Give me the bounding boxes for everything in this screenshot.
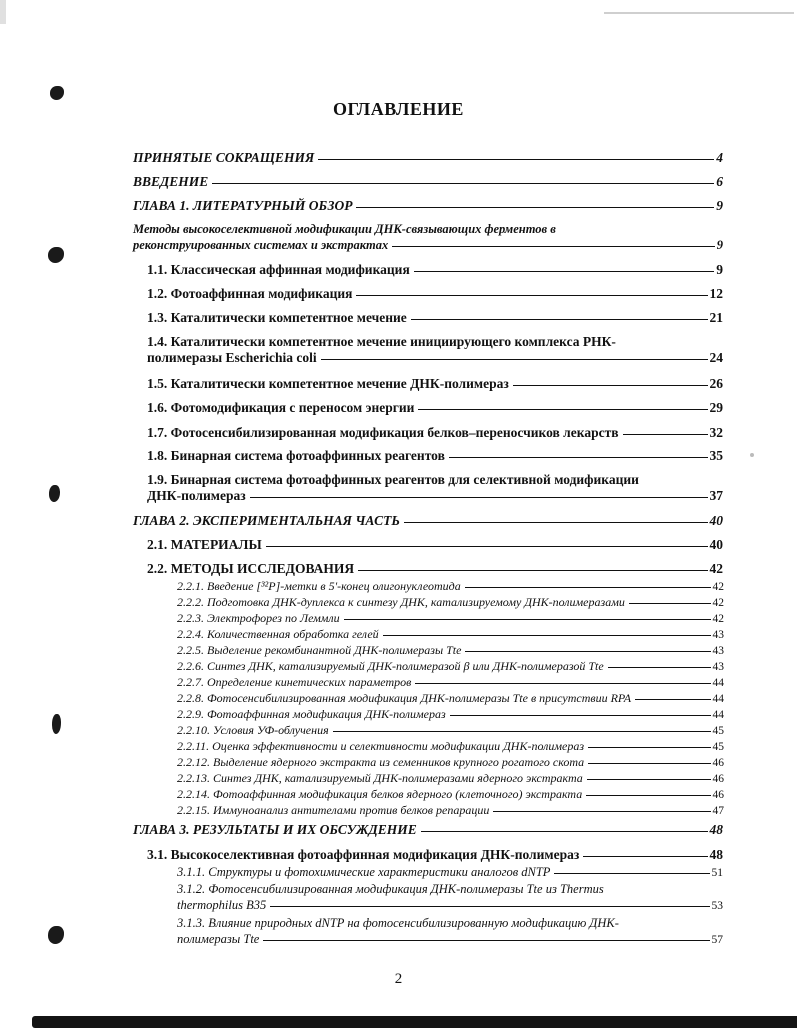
toc-entry-page: 9 <box>716 238 723 252</box>
toc-leader <box>356 295 707 296</box>
toc-entry-page: 32 <box>709 425 723 440</box>
toc-leader <box>404 522 708 523</box>
toc-leader <box>212 183 714 184</box>
toc-entry-page: 26 <box>709 376 723 391</box>
toc-entry-text: 2.1. МАТЕРИАЛЫ <box>147 537 262 552</box>
toc-entry-page: 35 <box>709 448 723 463</box>
toc-entry[interactable] <box>147 472 723 504</box>
toc-entry-page: 43 <box>712 645 724 657</box>
toc-leader <box>465 651 710 652</box>
toc-entry[interactable] <box>177 627 724 642</box>
toc-leader <box>411 319 708 320</box>
toc-entry-page: 43 <box>712 629 724 641</box>
toc-leader <box>383 635 711 636</box>
toc-leader <box>635 699 710 700</box>
toc-entry-text: 1.6. Фотомодификация с переносом энергии <box>147 400 415 415</box>
toc-entry-text: 2.2. МЕТОДЫ ИССЛЕДОВАНИЯ <box>147 561 355 576</box>
toc-entry[interactable] <box>147 334 723 366</box>
toc-leader <box>586 795 710 796</box>
binding-hole-mark <box>49 485 60 502</box>
toc-entry-text: 2.2.11. Оценка эффективности и селективности модификации ДНК-полимераз <box>177 739 585 753</box>
toc-entry-text: 2.2.7. Определение кинетических параметров <box>177 675 412 689</box>
toc-entry-text: 1.8. Бинарная система фотоаффинных реагентов <box>147 448 445 463</box>
toc-entry-text: 3.1. Высокоселективная фотоаффинная модификация ДНК-полимераз <box>147 847 580 862</box>
toc-entry-text: 2.2.13. Синтез ДНК, катализируемый ДНК-полимеразами ядерного экстракта <box>177 771 583 785</box>
toc-leader <box>629 603 711 604</box>
toc-leader <box>583 856 707 857</box>
toc-entry-text: 2.2.1. Введение [³²P]-метки в 5'-конец олигонуклеотида <box>177 579 461 593</box>
toc-leader <box>250 497 708 498</box>
toc-leader <box>414 271 715 272</box>
toc-entry-page: 51 <box>711 867 723 879</box>
toc-entry[interactable] <box>177 881 723 914</box>
toc-entry-text: 2.2.12. Выделение ядерного экстракта из семенников крупного рогатого скота <box>177 755 585 769</box>
toc-entry-page: 45 <box>712 725 724 737</box>
toc-leader <box>623 434 708 435</box>
toc-entry-text: полимеразы Tte <box>177 932 260 946</box>
toc-entry[interactable] <box>147 262 723 278</box>
toc-leader <box>588 763 710 764</box>
toc-leader <box>554 873 709 874</box>
toc-entry-text: 2.2.10. Условия УФ-облучения <box>177 723 329 737</box>
toc-entry[interactable] <box>147 448 723 464</box>
toc-entry[interactable] <box>177 595 724 610</box>
toc-entry-text: 2.2.6. Синтез ДНК, катализируемый ДНК-полимеразой β или ДНК-полимеразой Tte <box>177 659 604 673</box>
toc-leader <box>356 207 714 208</box>
toc-leader <box>588 747 710 748</box>
toc-entry-page: 57 <box>711 934 723 946</box>
toc-leader <box>513 385 708 386</box>
toc-entry-text: thermophilus B35 <box>177 898 267 912</box>
toc-entry-page: 44 <box>712 677 724 689</box>
toc-entry-page: 37 <box>709 488 723 503</box>
toc-entry[interactable] <box>133 174 723 190</box>
toc-entry[interactable] <box>147 537 723 553</box>
toc-entry-text: 2.2.2. Подготовка ДНК-дуплекса к синтезу ДНК, катализируемому ДНК-полимеразами <box>177 595 625 609</box>
toc-entry-page: 42 <box>712 597 724 609</box>
scan-bottom-edge <box>32 1016 797 1028</box>
toc-entry[interactable] <box>177 691 724 706</box>
toc-entry-page: 6 <box>716 174 723 189</box>
toc-leader <box>266 546 708 547</box>
toc-entry-text: 2.2.14. Фотоаффинная модификация белков ядерного (клеточного) экстракта <box>177 787 583 801</box>
toc-entry[interactable] <box>147 847 723 863</box>
toc-entry-page: 44 <box>712 693 724 705</box>
toc-entry-text: реконструированных системах и экстрактах <box>133 238 389 252</box>
toc-entry[interactable] <box>147 286 723 302</box>
toc-entry-text: 2.2.3. Электрофорез по Леммли <box>177 611 340 625</box>
toc-leader <box>333 731 711 732</box>
toc-entry[interactable] <box>177 723 724 738</box>
toc-entry-text: 2.2.4. Количественная обработка гелей <box>177 627 379 641</box>
toc-entry-page: 47 <box>712 805 724 817</box>
toc-entry[interactable] <box>177 864 723 881</box>
toc-entry-text: полимеразы Escherichia coli <box>147 350 317 365</box>
toc-entry[interactable] <box>177 707 724 722</box>
toc-entry-page: 42 <box>712 581 724 593</box>
toc-entry-text-line1: 1.4. Каталитически компетентное мечение инициирующего комплекса РНК- <box>147 334 616 349</box>
toc-entry-text: 1.1. Классическая аффинная модификация <box>147 262 410 277</box>
toc-entry[interactable] <box>177 915 723 948</box>
toc-entry-page: 46 <box>712 789 724 801</box>
toc-entry-text: 2.2.9. Фотоаффинная модификация ДНК-полимераз <box>177 707 446 721</box>
toc-entry-text-line1: 3.1.2. Фотосенсибилизированная модификация ДНК-полимеразы Tte из Thermus <box>177 882 604 896</box>
toc-entry-page: 48 <box>709 847 723 862</box>
toc-entry-page: 9 <box>716 262 723 277</box>
toc-entry-text-line1: 3.1.3. Влияние природных dNTP на фотосенсибилизированную модификацию ДНК- <box>177 916 619 930</box>
toc-leader <box>418 409 707 410</box>
toc-entry-page: 4 <box>716 150 723 165</box>
toc-entry-text: ГЛАВА 3. РЕЗУЛЬТАТЫ И ИХ ОБСУЖДЕНИЕ <box>133 822 417 837</box>
toc-entry-page: 42 <box>712 613 724 625</box>
toc-entry-text: 1.2. Фотоаффинная модификация <box>147 286 353 301</box>
toc-entry[interactable] <box>133 198 723 214</box>
toc-entry-page: 40 <box>709 513 723 528</box>
toc-entry[interactable] <box>147 561 723 577</box>
toc-entry[interactable] <box>177 643 724 658</box>
toc-entry-text: ГЛАВА 2. ЭКСПЕРИМЕНТАЛЬНАЯ ЧАСТЬ <box>133 513 400 528</box>
toc-entry-text: 2.2.15. Иммуноанализ антителами против белков репарации <box>177 803 490 817</box>
scan-edge-mark <box>0 0 6 24</box>
toc-leader <box>493 811 710 812</box>
binding-hole-mark <box>48 247 64 263</box>
toc-leader <box>415 683 710 684</box>
toc-entry[interactable] <box>147 400 723 416</box>
toc-leader <box>392 246 715 247</box>
toc-leader <box>465 587 711 588</box>
toc-entry-text: 1.5. Каталитически компетентное мечение ДНК-полимераз <box>147 376 509 391</box>
toc-entry-text: 2.2.5. Выделение рекомбинантной ДНК-полимеразы Tte <box>177 643 462 657</box>
toc-entry-page: 21 <box>709 310 723 325</box>
toc-entry-page: 24 <box>709 350 723 365</box>
toc-entry-page: 45 <box>712 741 724 753</box>
toc-entry-page: 44 <box>712 709 724 721</box>
toc-entry[interactable] <box>147 310 723 326</box>
toc-entry-page: 46 <box>712 757 724 769</box>
toc-entry[interactable] <box>133 513 723 529</box>
toc-leader <box>270 906 709 907</box>
toc-entry-page: 29 <box>709 400 723 415</box>
toc-entry[interactable] <box>177 739 724 754</box>
toc-entry[interactable] <box>177 787 724 802</box>
toc-leader <box>344 619 711 620</box>
toc-entry-page: 46 <box>712 773 724 785</box>
toc-entry[interactable] <box>147 425 723 441</box>
toc-entry[interactable] <box>133 150 723 166</box>
toc-entry[interactable] <box>177 771 724 786</box>
toc-entry-text-line1: 1.9. Бинарная система фотоаффинных реагентов для селективной модификации <box>147 472 639 487</box>
toc-leader <box>421 831 708 832</box>
toc-entry-text-line1: Методы высокоселективной модификации ДНК-связывающих ферментов в <box>133 222 556 236</box>
page-number: 2 <box>394 971 403 987</box>
toc-entry[interactable] <box>177 675 724 690</box>
toc-entry-page: 12 <box>709 286 723 301</box>
toc-entry[interactable] <box>177 579 724 594</box>
toc-entry-text: ДНК-полимераз <box>147 488 246 503</box>
toc-entry-page: 53 <box>711 900 723 912</box>
toc-entry-page: 42 <box>709 561 723 576</box>
page-title: ОГЛАВЛЕНИЕ <box>333 99 464 119</box>
toc-entry[interactable] <box>147 376 723 392</box>
toc-entry-text: ВВЕДЕНИЕ <box>133 174 209 189</box>
toc-leader <box>587 779 711 780</box>
toc-entry-text: 1.3. Каталитически компетентное мечение <box>147 310 407 325</box>
toc-entry-text: ПРИНЯТЫЕ СОКРАЩЕНИЯ <box>133 150 315 165</box>
toc-entry[interactable] <box>177 659 724 674</box>
binding-hole-mark <box>50 86 64 100</box>
toc-leader <box>321 359 708 360</box>
toc-entry-text: ГЛАВА 1. ЛИТЕРАТУРНЫЙ ОБЗОР <box>133 198 353 213</box>
binding-hole-mark <box>48 926 64 944</box>
scan-speck <box>750 453 754 457</box>
toc-leader <box>263 940 709 941</box>
toc-entry-text: 2.2.8. Фотосенсибилизированная модификация ДНК-полимеразы Tte в присутствии RPA <box>177 691 632 705</box>
toc-leader <box>449 457 708 458</box>
toc-entry-page: 9 <box>716 198 723 213</box>
toc-entry[interactable] <box>177 803 724 818</box>
toc-entry[interactable] <box>133 221 723 253</box>
toc-leader <box>358 570 707 571</box>
toc-entry-page: 40 <box>709 537 723 552</box>
toc-entry-page: 43 <box>712 661 724 673</box>
binding-hole-mark <box>52 714 61 734</box>
toc-leader <box>450 715 711 716</box>
toc-entry[interactable] <box>177 611 724 626</box>
toc-leader <box>318 159 714 160</box>
scan-edge-line <box>604 12 794 14</box>
toc-entry[interactable] <box>133 822 723 838</box>
toc-entry[interactable] <box>177 755 724 770</box>
toc-entry-page: 48 <box>709 822 723 837</box>
toc-entry-text: 3.1.1. Структуры и фотохимические характеристики аналогов dNTP <box>177 865 551 879</box>
toc-leader <box>608 667 711 668</box>
toc-entry-text: 1.7. Фотосенсибилизированная модификация белков–переносчиков лекарств <box>147 425 619 440</box>
